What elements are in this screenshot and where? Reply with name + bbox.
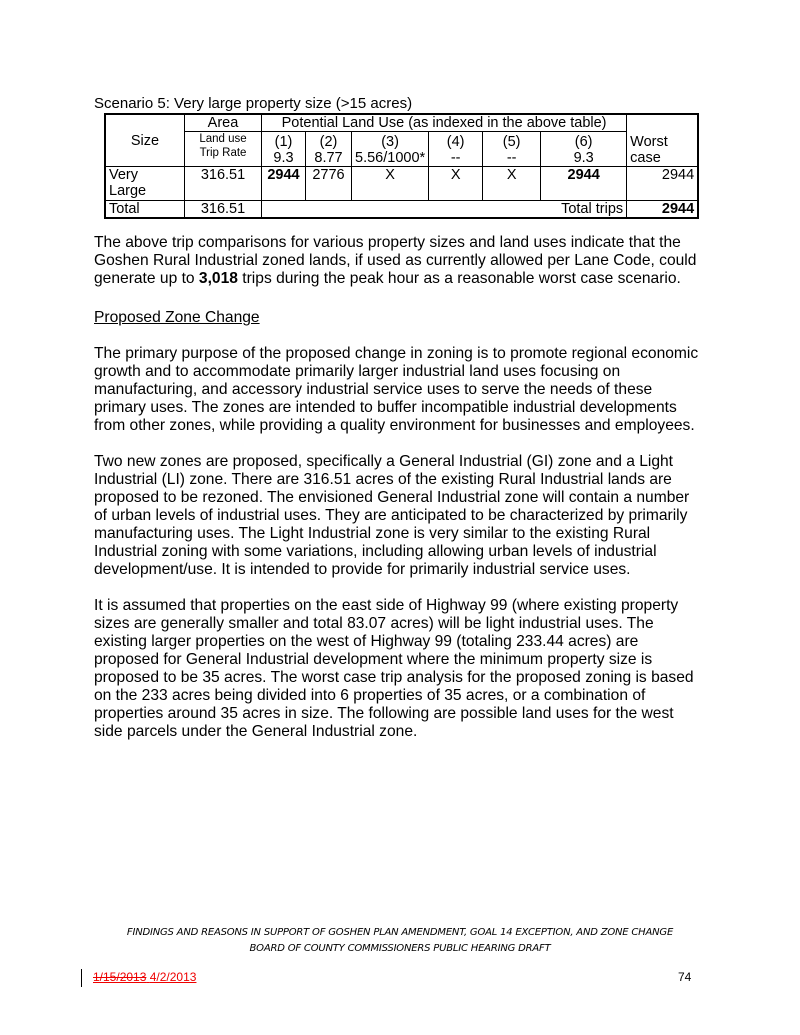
value-cell: 2776 xyxy=(306,167,352,201)
value-cell: 2944 xyxy=(262,167,306,201)
text-line: properties around 35 acres in size. The following are possible land uses for the west xyxy=(94,705,674,722)
paragraph-trip-comparison: The above trip comparisons for various property sizes and land uses indicate that the Goshen Rural Industrial zoned lands, if used as currently allowed per Lane Code, could generate up to 3,018 trips during the peak hour as a reasonable worst case scenario. xyxy=(94,234,697,287)
use-header: (4) -- xyxy=(429,132,483,167)
footer-title: FINDINGS AND REASONS IN SUPPORT OF GOSHEN PLAN AMENDMENT, GOAL 14 EXCEPTION, AND ZONE CHANGE BOARD OF COUNTY COMMISSIONERS PUBLIC HEARING DRAFT xyxy=(126,927,674,954)
size-header: Size xyxy=(105,114,185,167)
text-line: manufacturing, and accessory industrial service uses to serve the needs of these xyxy=(94,381,653,398)
paragraph-assumptions xyxy=(94,597,694,741)
paragraph-purpose xyxy=(94,345,698,435)
value-cell: X xyxy=(352,167,429,201)
text-line: side parcels under the General Industrial zone. xyxy=(94,723,418,740)
use-header: (3) 5.56/1000* xyxy=(352,132,429,167)
text-line: The primary purpose of the proposed change in zoning is to promote regional economic xyxy=(94,345,699,362)
total-trips-label: Total trips xyxy=(262,201,627,219)
trip-rate-label: Land use Trip Rate xyxy=(185,132,262,167)
paragraph-new-zones xyxy=(94,453,689,579)
worst-case-header: Worst case xyxy=(627,114,699,167)
size-cell: Very Large xyxy=(105,167,185,201)
revision-date: 1/15/2013 4/2/2013 xyxy=(93,970,197,984)
table-row xyxy=(105,167,698,201)
worst-cell: 2944 xyxy=(627,167,699,201)
change-bar xyxy=(81,969,82,987)
text-line: development/use. It is intended to provide for primarily industrial service uses. xyxy=(94,561,631,578)
total-trips-value: 2944 xyxy=(627,201,699,219)
use-header: (2) 8.77 xyxy=(306,132,352,167)
value-cell: X xyxy=(483,167,541,201)
text-line: on the 233 acres being divided into 6 properties of 35 acres, or a combination of xyxy=(94,687,646,704)
trip-table xyxy=(104,113,699,219)
table-caption: Scenario 5: Very large property size (>15 acres) xyxy=(94,95,413,112)
value-cell: 2944 xyxy=(541,167,627,201)
text-line: from other zones, while providing a quality environment for businesses and employees. xyxy=(94,417,695,434)
use-header: (1) 9.3 xyxy=(262,132,306,167)
total-row xyxy=(105,201,698,219)
text-line: Industrial zoning with some variations, including allowing urban levels of industrial xyxy=(94,543,657,560)
area-cell: 316.51 xyxy=(185,167,262,201)
text-line: It is assumed that properties on the east side of Highway 99 (where existing property xyxy=(94,597,679,614)
use-header: (6) 9.3 xyxy=(541,132,627,167)
total-area: 316.51 xyxy=(185,201,262,219)
page-number: 74 xyxy=(678,970,692,984)
text-line: proposed for General Industrial development where the minimum property size is xyxy=(94,651,653,668)
text-line: proposed to be 35 acres. The worst case trip analysis for the proposed zoning is based xyxy=(94,669,694,686)
use-header: (5) -- xyxy=(483,132,541,167)
value-cell: X xyxy=(429,167,483,201)
text-line: proposed to be rezoned. The envisioned General Industrial zone will contain a number xyxy=(94,489,690,506)
text-line: manufacturing uses. The Light Industrial zone is very similar to the existing Rural xyxy=(94,525,651,542)
text-line: Two new zones are proposed, specifically a General Industrial (GI) zone and a Light xyxy=(94,453,674,470)
land-use-header: Potential Land Use (as indexed in the above table) xyxy=(262,114,627,132)
text-line: existing larger properties on the west of Highway 99 (totaling 233.44 acres) are xyxy=(94,633,639,650)
area-header: Area xyxy=(185,114,262,132)
total-label: Total xyxy=(105,201,185,219)
text-line: Industrial (LI) zone. There are 316.51 acres of the existing Rural Industrial lands are xyxy=(94,471,672,488)
text-line: growth and to accommodate primarily larger industrial land uses focusing on xyxy=(94,363,621,380)
text-line: of urban levels of industrial uses. They are anticipated to be characterized by primarily xyxy=(94,507,688,524)
text-line: sizes are generally smaller and total 83.07 acres) will be light industrial uses. The xyxy=(94,615,654,632)
text-line: primary uses. The zones are intended to buffer incompatible industrial developments xyxy=(94,399,677,416)
section-heading: Proposed Zone Change xyxy=(94,309,260,326)
